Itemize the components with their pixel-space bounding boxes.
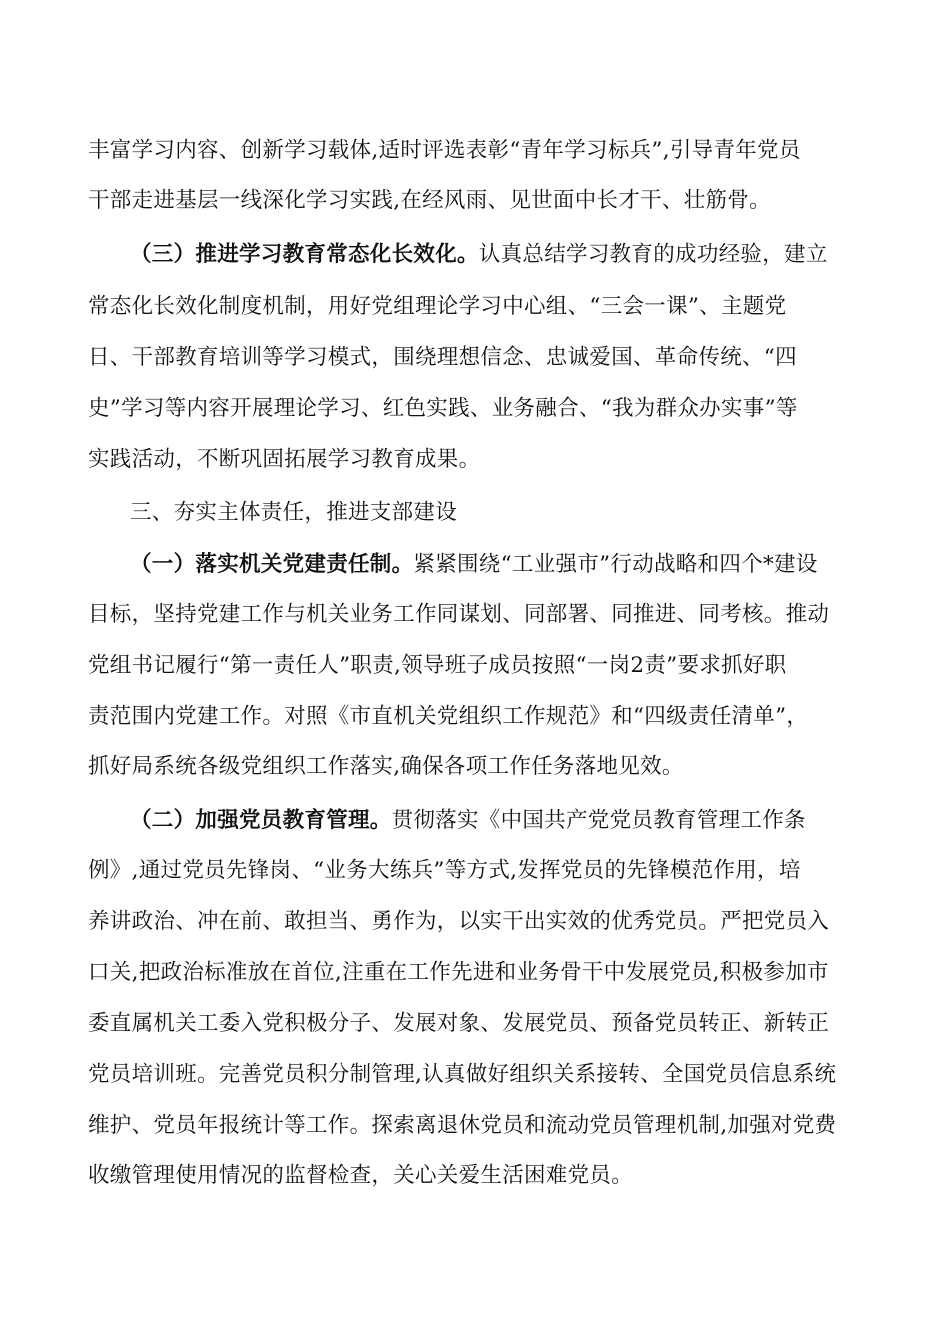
paragraph-text: 紧紧围绕“工业强市”行动战略和四个*建设 [413, 552, 818, 577]
section-title: 三、夯实主体责任，推进支部建设 [130, 500, 458, 525]
paragraph-line: 实践活动，不断巩固拓展学习教育成果。 [88, 447, 481, 472]
paragraph-heading: （二）加强党员教育管理。 [130, 808, 392, 833]
paragraph-text: 贯彻落实《中国共产党党员教育管理工作条 [391, 808, 806, 833]
paragraph-line: 常态化长效化制度机制，用好党组理论学习中心组、“三会一课”、主题党 [88, 294, 787, 319]
paragraph-line: 丰富学习内容、创新学习载体,适时评选表彰“青年学习标兵”,引导青年党员 [88, 138, 801, 163]
paragraph-heading: （三）推进学习教育常态化长效化。 [130, 242, 479, 267]
paragraph-line: 党员培训班。完善党员积分制管理,认真做好组织关系接转、全国党员信息系统 [88, 1062, 837, 1087]
paragraph-line: 收缴管理使用情况的监督检查，关心关爱生活困难党员。 [88, 1163, 634, 1188]
paragraph-line: 党组书记履行“第一责任人”职责,领导班子成员按照“一岗2责”要求抓好职 [88, 653, 787, 678]
paragraph-line: 养讲政治、冲在前、敢担当、勇作为，以实干出实效的优秀党员。严把党员入 [88, 909, 830, 934]
paragraph-line: 日、干部教育培训等学习模式，围绕理想信念、忠诚爱国、革命传统、“四 [88, 345, 797, 370]
paragraph-line: 例》,通过党员先锋岗、“业务大练兵”等方式,发挥党员的先锋模范作用，培 [88, 858, 801, 883]
paragraph-first-line [130, 550, 818, 580]
paragraph-line: 口关,把政治标准放在首位,注重在工作先进和业务骨干中发展党员,积极参加市 [88, 960, 829, 985]
paragraph-text: 认真总结学习教育的成功经验，建立 [478, 242, 828, 267]
paragraph-line: 维护、党员年报统计等工作。探索离退休党员和流动党员管理机制,加强对党费 [88, 1113, 837, 1138]
paragraph-line: 抓好局系统各级党组织工作落实,确保各项工作任务落地见效。 [88, 754, 684, 779]
paragraph-first-line [130, 240, 828, 270]
paragraph-heading: （一）落实机关党建责任制。 [130, 552, 414, 577]
paragraph-line: 责范围内党建工作。对照《市直机关党组织工作规范》和“四级责任清单”， [88, 704, 809, 729]
paragraph-line: 史”学习等内容开展理论学习、红色实践、业务融合、“我为群众办实事”等 [88, 396, 798, 421]
paragraph-line: 委直属机关工委入党积极分子、发展对象、发展党员、预备党员转正、新转正 [88, 1011, 830, 1036]
paragraph-first-line [130, 806, 806, 836]
paragraph-line: 干部走进基层一线深化学习实践,在经风雨、见世面中长才干、壮筋骨。 [88, 188, 771, 213]
paragraph-line: 目标，坚持党建工作与机关业务工作同谋划、同部署、同推进、同考核。推动 [88, 602, 830, 627]
